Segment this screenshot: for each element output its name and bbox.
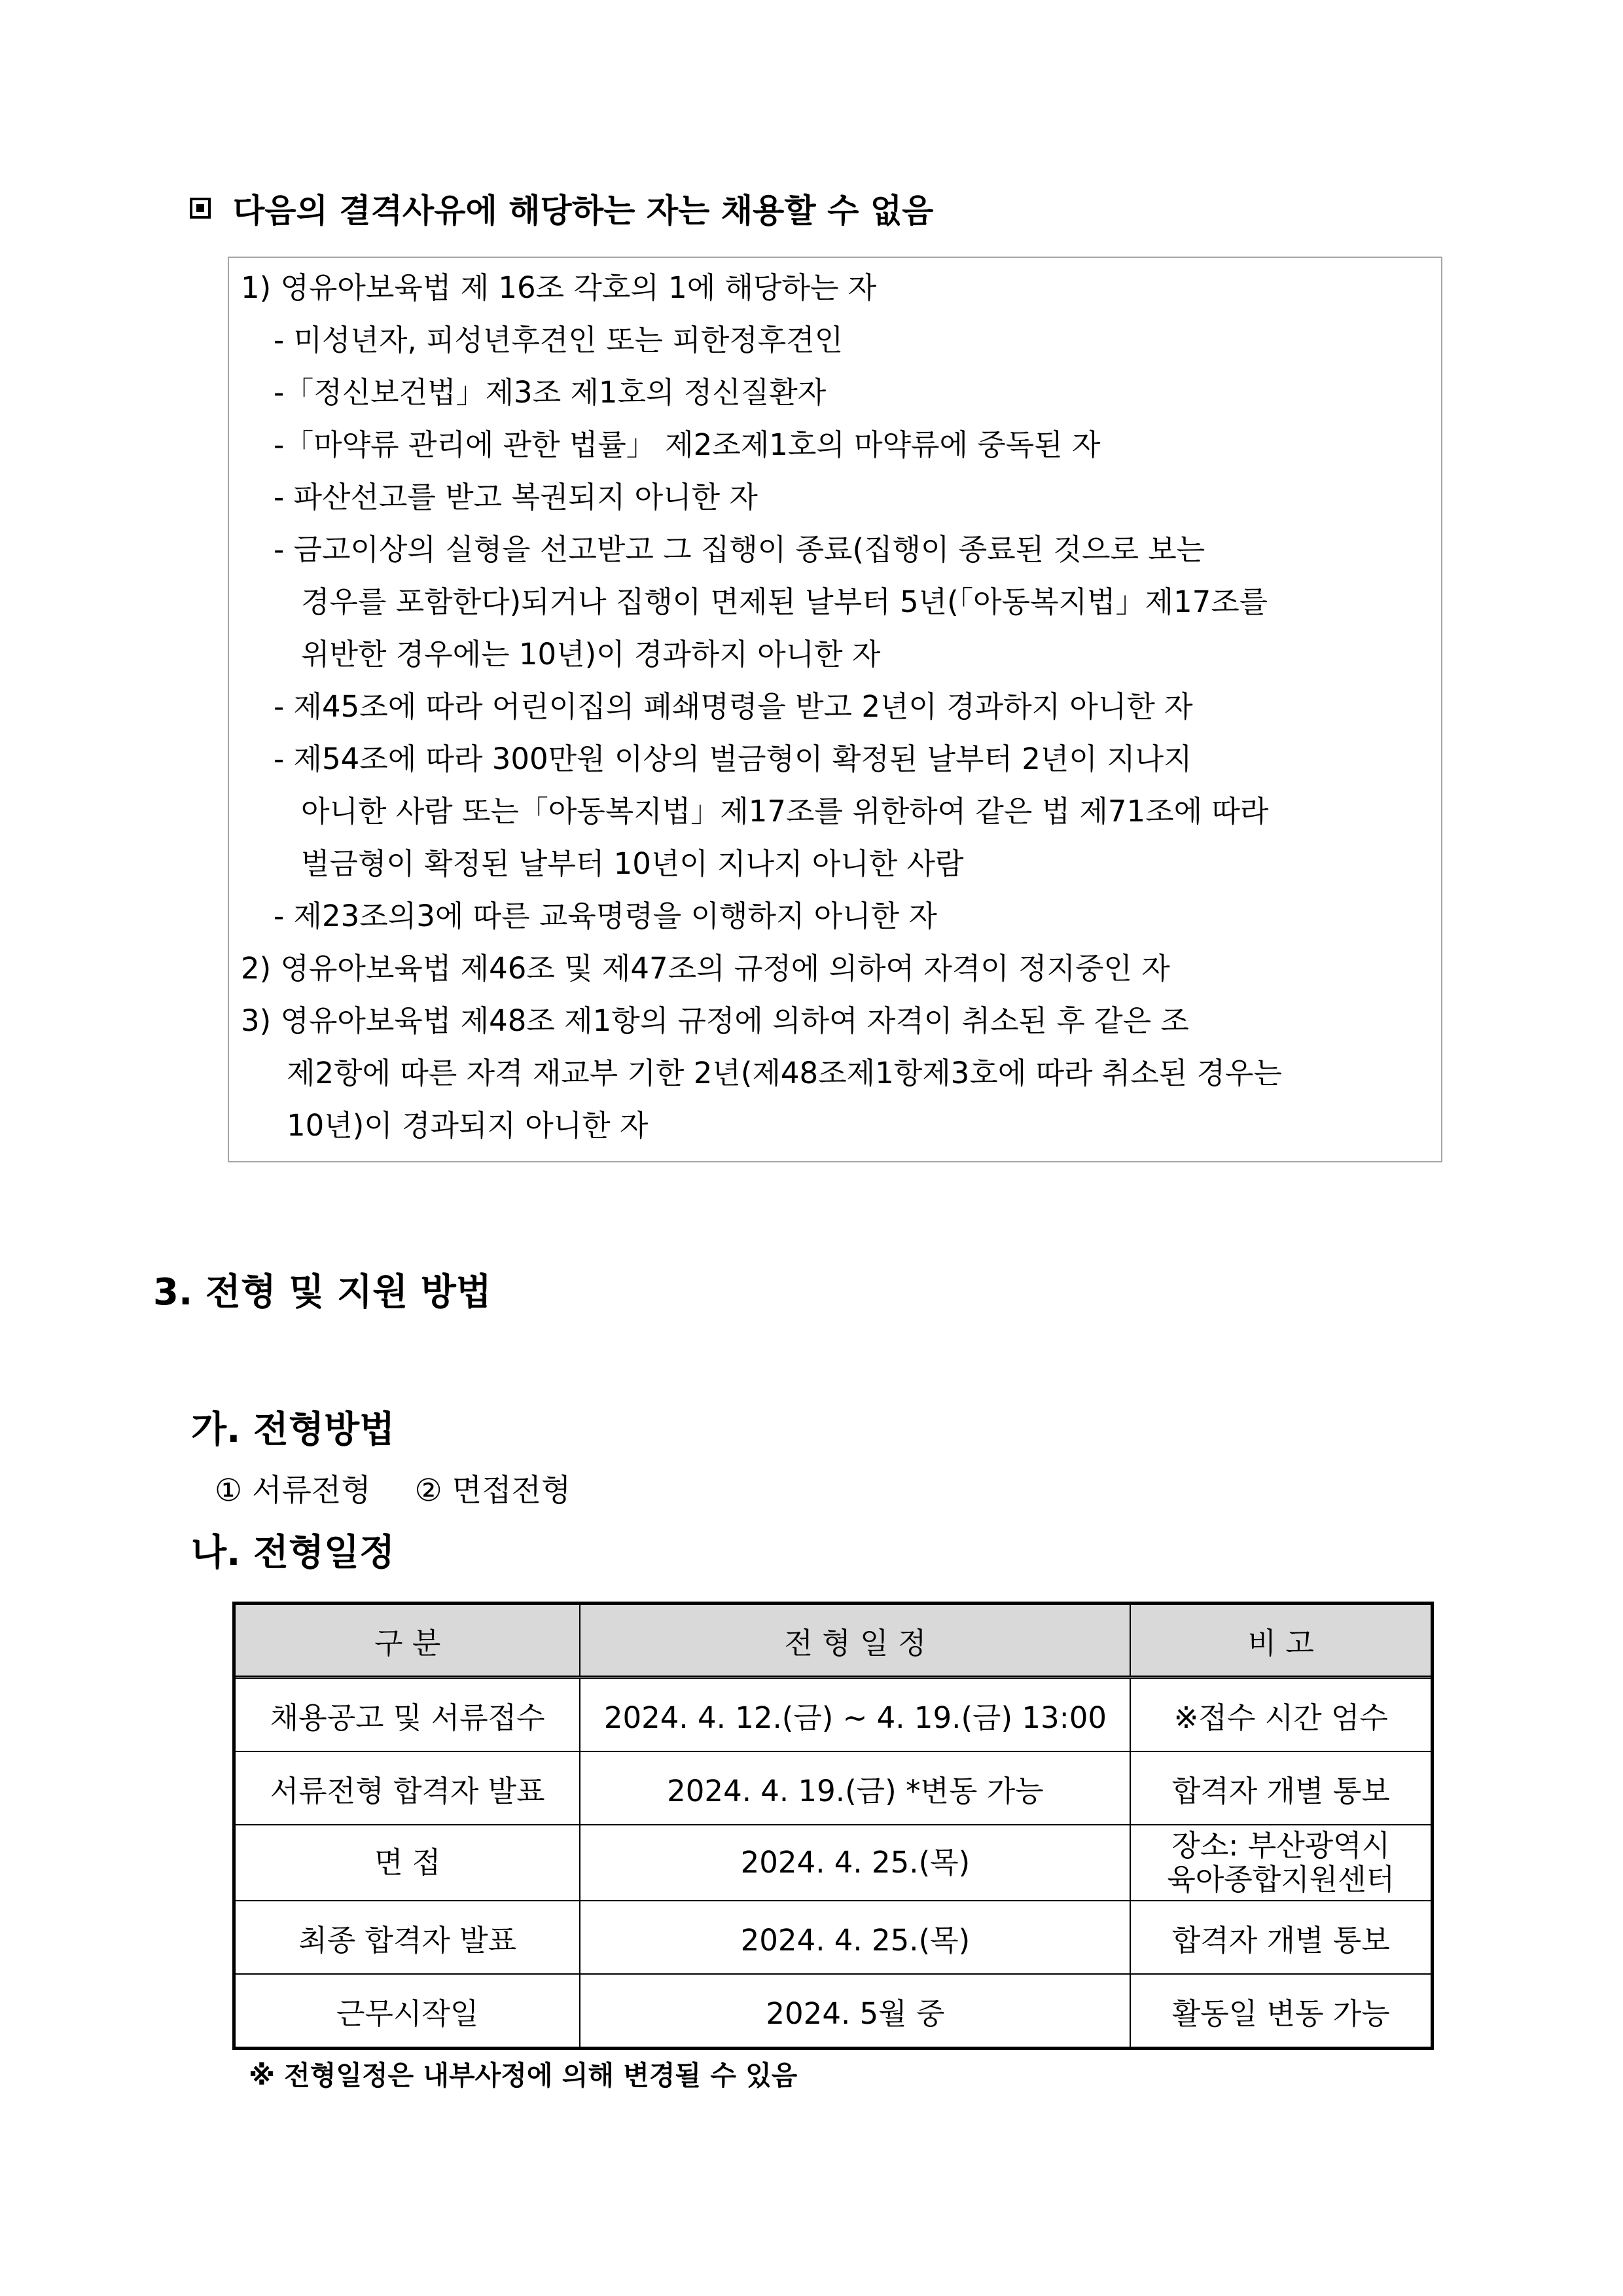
disqualification-heading-text: 다음의 결격사유에 해당하는 자는 채용할 수 없음 <box>233 192 934 230</box>
list-item: 3) 영유아보육법 제48조 제1항의 규정에 의하여 자격이 취소된 후 같은 조 <box>241 1003 1189 1038</box>
list-item: - 제45조에 따라 어린이집의 폐쇄명령을 받고 2년이 경과하지 아니한 자 <box>274 689 1193 724</box>
list-item: -「정신보건법」제3조 제1호의 정신질환자 <box>274 375 827 410</box>
list-item: -「마약류 관리에 관한 법률」 제2조제1호의 마약류에 중독된 자 <box>274 427 1101 462</box>
table-row <box>235 1751 1431 1825</box>
table-cell-location <box>1130 1825 1431 1901</box>
list-item: 1) 영유아보육법 제 16조 각호의 1에 해당하는 자 <box>241 270 877 305</box>
schedule-note: ※ 전형일정은 내부사정에 의해 변경될 수 있음 <box>249 2060 798 2091</box>
table-header-row <box>235 1604 1431 1677</box>
list-item: - 제54조에 따라 300만원 이상의 벌금형이 확정된 날부터 2년이 지나지 <box>274 742 1192 776</box>
disqualification-box <box>228 257 1442 1162</box>
table-row <box>235 1901 1431 1974</box>
list-item: 10년)이 경과되지 아니한 자 <box>287 1108 649 1143</box>
selection-methods <box>215 1466 605 1510</box>
table-cell: 활동일 변동 가능 <box>1130 1974 1431 2047</box>
list-item: 벌금형이 확정된 날부터 10년이 지나지 아니한 사람 <box>301 846 964 881</box>
table-cell: 최종 합격자 발표 <box>235 1901 580 1974</box>
list-item: 경우를 포함한다)되거나 집행이 면제된 날부터 5년(「아동복지법」제17조를 <box>301 584 1268 619</box>
table-cell: 2024. 4. 19.(금) *변동 가능 <box>580 1751 1130 1825</box>
section-3-title: 3. 전형 및 지원 방법 <box>153 1271 491 1314</box>
table-cell: ※접수 시간 엄수 <box>1130 1677 1431 1752</box>
list-item: 2) 영유아보육법 제46조 및 제47조의 규정에 의하여 자격이 정지중인 자 <box>241 951 1170 986</box>
location-line: 장소: 부산광역시 <box>1171 1828 1391 1863</box>
list-item: - 제23조의3에 따른 교육명령을 이행하지 아니한 자 <box>274 899 937 933</box>
list-item: - 금고이상의 실형을 선고받고 그 집행이 종료(집행이 종료된 것으로 보는 <box>274 532 1205 567</box>
table-cell: 채용공고 및 서류접수 <box>235 1677 580 1752</box>
table-cell: 합격자 개별 통보 <box>1130 1901 1431 1974</box>
list-item: 제2항에 따른 자격 재교부 기한 2년(제48조제1항제3호에 따라 취소된 경우는 <box>287 1056 1282 1090</box>
table-cell: 서류전형 합격자 발표 <box>235 1751 580 1825</box>
table-row <box>235 1974 1431 2047</box>
table-cell: 면 접 <box>235 1825 580 1901</box>
table-cell: 2024. 4. 25.(목) <box>580 1901 1130 1974</box>
table-cell: 2024. 4. 12.(금) ~ 4. 19.(금) 13:00 <box>580 1677 1130 1752</box>
square-bullet-icon <box>190 198 211 219</box>
method-interview: ② 면접전형 <box>414 1473 571 1509</box>
table-cell: 근무시작일 <box>235 1974 580 2047</box>
selection-method-heading: 가. 전형방법 <box>191 1408 395 1451</box>
list-item: 아니한 사람 또는「아동복지법」제17조를 위한하여 같은 법 제71조에 따라 <box>301 794 1269 829</box>
table-cell: 2024. 4. 25.(목) <box>580 1825 1130 1901</box>
list-item: - 파산선고를 받고 복권되지 아니한 자 <box>274 480 758 514</box>
disqualification-heading <box>190 185 933 232</box>
column-header: 구 분 <box>235 1604 580 1677</box>
table-cell: 합격자 개별 통보 <box>1130 1751 1431 1825</box>
table-row <box>235 1677 1431 1752</box>
table-row <box>235 1825 1431 1901</box>
method-document: ① 서류전형 <box>215 1473 371 1509</box>
list-item: 위반한 경우에는 10년)이 경과하지 아니한 자 <box>301 637 881 672</box>
schedule-table <box>234 1604 1432 2048</box>
column-header: 비 고 <box>1130 1604 1431 1677</box>
location-line: 육아종합지원센터 <box>1167 1862 1395 1897</box>
table-cell: 2024. 5월 중 <box>580 1974 1130 2047</box>
schedule-heading: 나. 전형일정 <box>191 1532 395 1574</box>
column-header: 전 형 일 정 <box>580 1604 1130 1677</box>
list-item: - 미성년자, 피성년후견인 또는 피한정후견인 <box>274 323 844 357</box>
